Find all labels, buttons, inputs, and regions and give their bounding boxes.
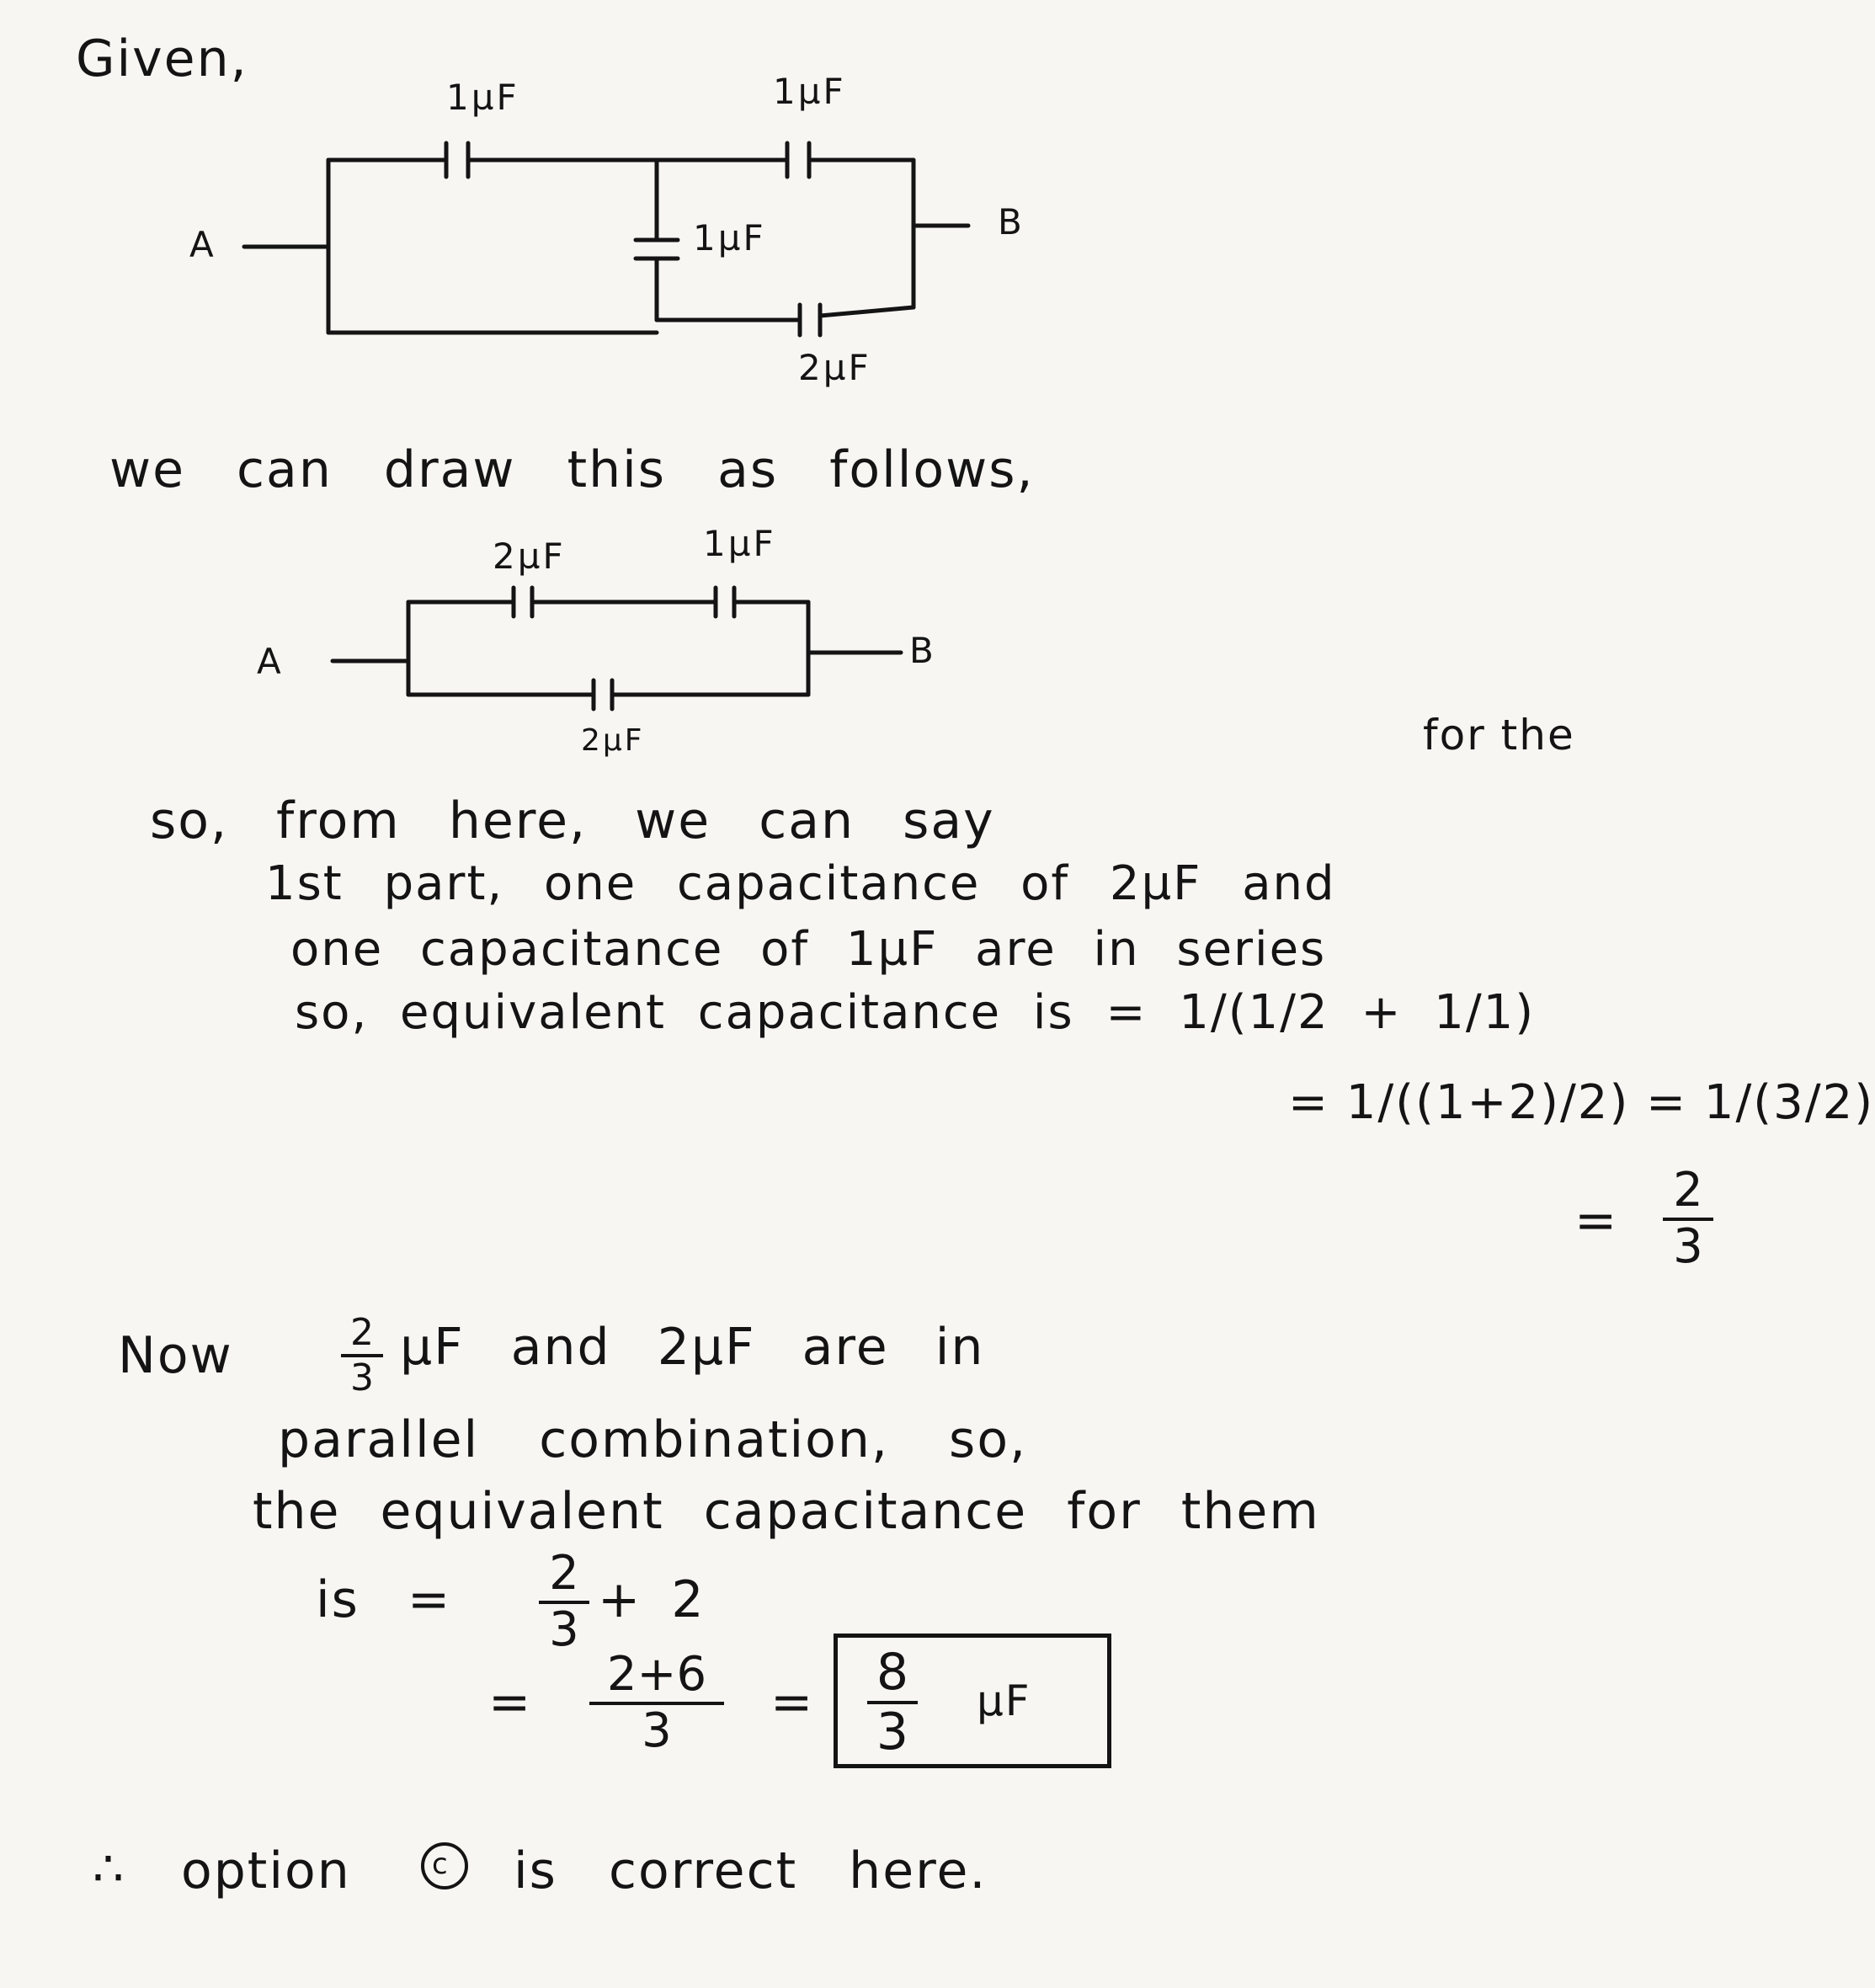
heading-given: Given, bbox=[76, 29, 248, 88]
parallel-now: Now bbox=[118, 1326, 233, 1385]
cap-label-bottom: 2µF bbox=[798, 347, 871, 388]
parallel-line4-is: is = bbox=[316, 1570, 452, 1629]
parallel-line4-plus: + 2 bbox=[598, 1570, 706, 1629]
intro-line: we can draw this as follows, bbox=[109, 440, 1035, 499]
explanation-step1: = 1/((1+2)/2) = 1/(3/2) bbox=[1288, 1075, 1875, 1130]
parallel-line4-fraction bbox=[539, 1546, 589, 1657]
parallel-line1: µF and 2µF are in bbox=[400, 1318, 985, 1377]
fraction-numerator: 2 bbox=[350, 1311, 374, 1354]
explanation-step2-fraction bbox=[1663, 1163, 1713, 1274]
parallel-line5-eq: = bbox=[488, 1673, 533, 1732]
explanation-line3: so, equivalent capacitance is = 1/(1/2 + 1/1) bbox=[295, 985, 1536, 1040]
cap-label-top-left: 1µF bbox=[446, 77, 519, 118]
fraction-denominator: 3 bbox=[642, 1703, 672, 1758]
therefore-symbol: ∴ bbox=[93, 1840, 125, 1897]
fraction-numerator: 2 bbox=[549, 1546, 579, 1601]
explanation-line1-c: 1st part, one capacitance of 2µF and bbox=[265, 856, 1336, 911]
cap-label-middle: 1µF bbox=[693, 217, 766, 258]
parallel-line5-eq2: = bbox=[770, 1673, 815, 1732]
fraction-denominator: 3 bbox=[350, 1356, 374, 1400]
cap2-label-top-left: 2µF bbox=[493, 536, 566, 577]
explanation-line2: one capacitance of 1µF are in series bbox=[290, 922, 1327, 977]
cap2-label-bottom: 2µF bbox=[581, 723, 645, 758]
fraction-denominator: 3 bbox=[876, 1703, 909, 1761]
cap2-label-top-right: 1µF bbox=[703, 523, 776, 564]
parallel-line5-fraction bbox=[589, 1647, 724, 1758]
explanation-line1-b: for the bbox=[1423, 711, 1575, 759]
parallel-line3: the equivalent capacitance for them bbox=[253, 1482, 1320, 1541]
node2-label-a: A bbox=[257, 641, 284, 682]
parallel-fraction bbox=[341, 1311, 383, 1400]
fraction-numerator: 2+6 bbox=[606, 1647, 707, 1702]
fraction-numerator: 2 bbox=[1673, 1163, 1703, 1218]
node-label-b: B bbox=[998, 201, 1025, 243]
parallel-line2: parallel combination, so, bbox=[278, 1410, 1028, 1469]
conclusion-text: is correct here. bbox=[514, 1841, 988, 1900]
fraction-denominator: 3 bbox=[1673, 1218, 1703, 1274]
fraction-numerator: 8 bbox=[876, 1643, 909, 1702]
explanation-line1: so, from here, we can say bbox=[150, 791, 995, 850]
fraction-denominator: 3 bbox=[549, 1602, 579, 1657]
conclusion-option: option bbox=[181, 1841, 351, 1900]
cap-label-top-right: 1µF bbox=[773, 71, 846, 112]
explanation-step2-eq: = bbox=[1574, 1191, 1619, 1250]
answer-unit: µF bbox=[977, 1676, 1031, 1725]
option-letter: c bbox=[432, 1847, 450, 1881]
node-label-a: A bbox=[189, 224, 216, 265]
answer-fraction bbox=[867, 1643, 918, 1761]
node2-label-b: B bbox=[909, 630, 936, 671]
